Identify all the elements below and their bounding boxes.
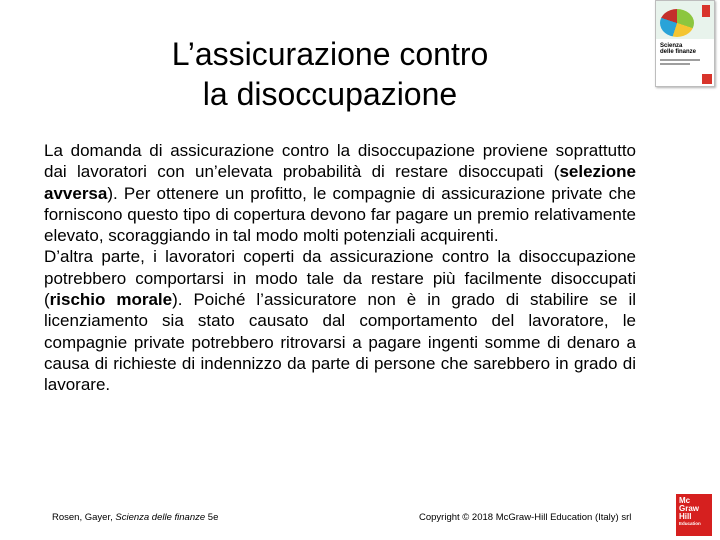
paragraph-1-text-a: La domanda di assicurazione contro la disoccupazione proviene soprattutto dai lavoratori con un’elevata probabilità di restare disoccupati (: [44, 141, 636, 182]
logo-line-4: Education: [679, 521, 701, 526]
mcgraw-hill-logo: [676, 494, 712, 536]
slide-body: [44, 140, 636, 396]
paragraph-1-text-b: ). Per ottenere un profitto, le compagnie di assicurazione private che forniscono questo tipo di copertura devono far pagare un premio relativamente elevato, scoraggiando in tal modo molti potenziali acquirenti.: [44, 183, 636, 246]
book-cover-pie-graphic: [660, 9, 694, 37]
slide-title: [90, 34, 570, 114]
footer-edition: 5e: [205, 512, 219, 523]
footer-copyright: Copyright © 2018 McGraw-Hill Education (Italy) srl: [419, 512, 632, 523]
paragraph-adverse-selection: [44, 140, 636, 246]
slide-title-line-1: L’assicurazione contro: [171, 36, 489, 72]
logo-line-1: Mc: [679, 496, 691, 505]
book-cover-title-line-2: delle finanze: [660, 49, 697, 55]
book-cover-text-line: [660, 59, 700, 61]
slide-title-line-2: la disoccupazione: [202, 76, 458, 112]
paragraph-2-text-b: ). Poiché l’assicuratore non è in grado di stabilire se il licenziamento sia stato causato dal comportamento del lavoratore, le compagnie private potrebbero ritrovarsi a pagare ingenti somme di denaro a causa di richieste di indennizzo da parte di persone che sarebbero in grado di lavorare.: [44, 290, 637, 395]
logo-line-3: Hill: [679, 512, 692, 521]
paragraph-moral-hazard: [44, 246, 636, 395]
footer-citation: [52, 512, 218, 523]
book-cover-red-tab: [702, 5, 710, 17]
term-adverse-selection: selezione avversa: [44, 162, 636, 203]
logo-line-2: Graw: [679, 504, 700, 513]
term-moral-hazard: rischio morale: [49, 290, 173, 310]
book-cover-title-line-1: Scienza: [660, 43, 683, 49]
book-cover-text-line: [660, 63, 690, 65]
book-cover-image: [655, 0, 715, 87]
footer-authors: Rosen, Gayer,: [52, 512, 116, 523]
footer-book-title: Scienza delle finanze: [115, 512, 206, 523]
book-cover-publisher-logo: [702, 74, 712, 84]
book-cover-title: [660, 43, 696, 55]
paragraph-2-text-a: D’altra parte, i lavoratori coperti da assicurazione contro la disoccupazione potrebbero comportarsi in modo tale da restare più facilmente disoccupati (: [44, 247, 636, 310]
